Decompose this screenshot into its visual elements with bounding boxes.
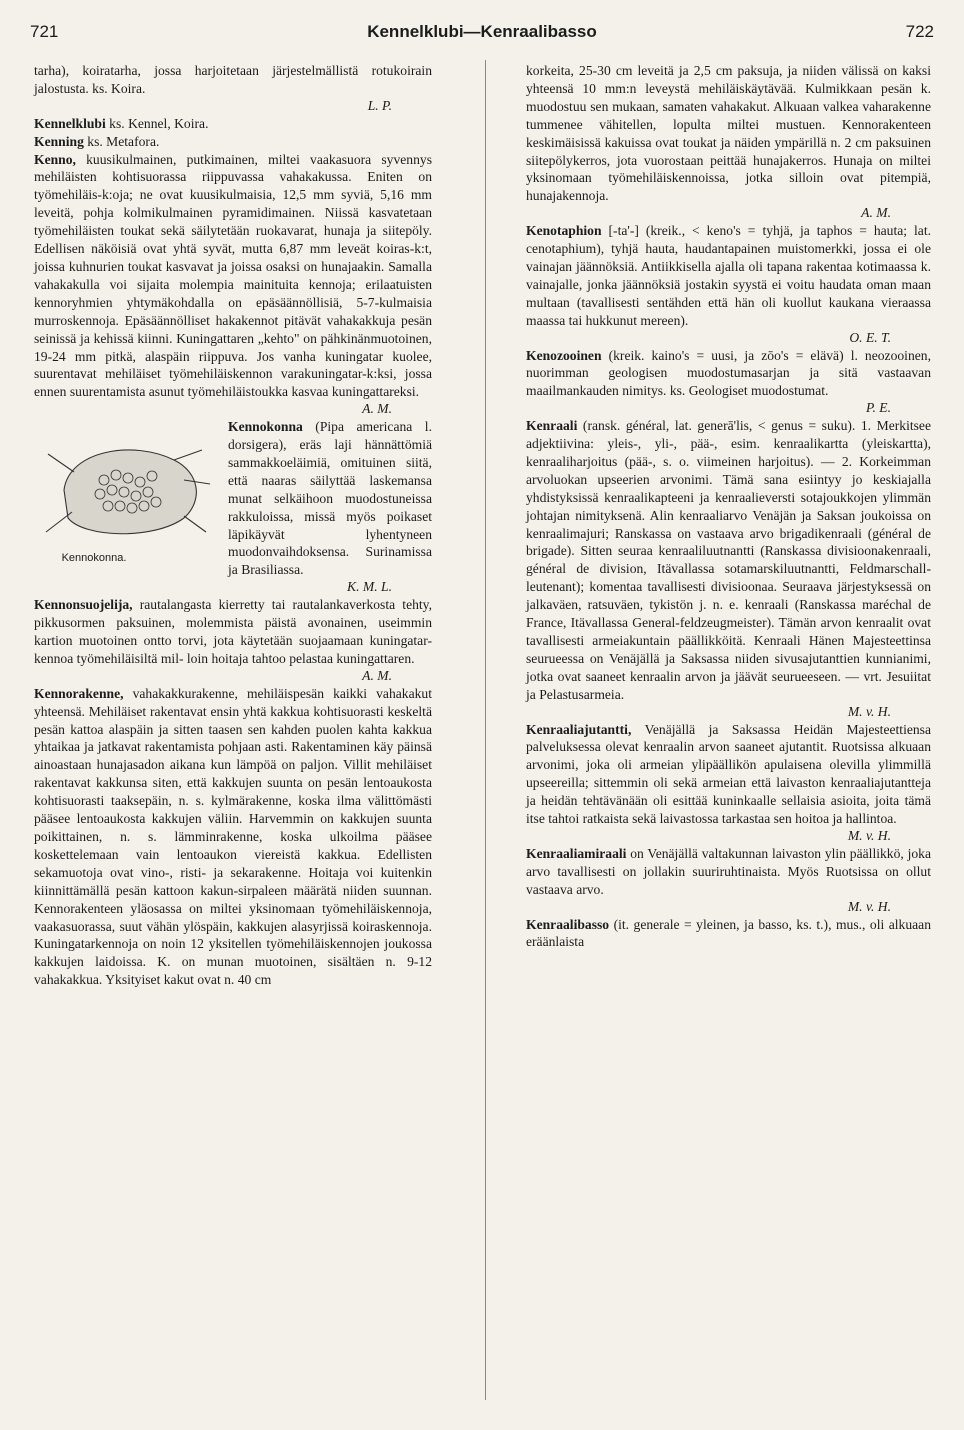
entry-kenozooinen: [526, 347, 931, 418]
entry-text: tarha), koiratarha, jossa harjoitetaan järjestelmällistä rotukoirain jalostusta. ks. Koira.: [34, 63, 432, 96]
entry-signature: A. M.: [362, 667, 392, 683]
entry-kennokonna: [34, 418, 432, 596]
entry-text: on Venäjällä valtakunnan laivaston ylin päällikkö, joka arvo tavallisesti on jollakin suuriruhtinaista. Myös Ruotsissa on ollut vastaava arvo.: [526, 845, 931, 897]
entry-text: ks. Kennel, Koira.: [105, 115, 209, 131]
entry-signature: A. M.: [861, 205, 891, 221]
entry-text: (it. generale = yleinen, ja basso, ks. t.), mus., oli alkuaan eräänlaista: [526, 916, 931, 950]
page-header: [30, 22, 934, 46]
headword: Kenraaliamiraali: [526, 845, 627, 861]
entry-signature: M. v. H.: [847, 827, 891, 843]
left-column: [34, 62, 432, 989]
entry-kenraali: [526, 417, 931, 720]
entry-signature: K. M. L.: [347, 579, 392, 595]
entry-text: rautalangasta kierretty tai rautalankaverkosta tehty, pikkusormen paksuinen, molemmista päistä avonainen, useimmin kartion muotoinen ontto torvi, jota käytetään suojaamaan kuningatar-kennoa työmehiläisiltä mil- loin hoitaja tahtoo pelastaa kuningattaren.: [34, 597, 432, 666]
entry-signature: O. E. T.: [849, 329, 891, 345]
entry-kenraaliamiraali: [526, 845, 931, 916]
entry-signature: M. v. H.: [847, 898, 891, 914]
entry-signature: L. P.: [367, 97, 392, 113]
entry-text: Venäjällä ja Saksassa Heidän Majesteettiensa palveluksessa olevat kenraalin arvon saaneet ajutantit. Ruotsissa alkuaan arvonimi, joka oli armeian ylipäällikön apulaisena olevilla ylimmillä upseereilla; sittemmin oli sekä armeian että laivaston kenraaliajutantteja ja heidän tehtävänään oli esittää kuninkaalle sellaisia asioita, joita tämä itse tahtoi ratkaista sekä laivastossa tarkastaa sen hoitoa ja hallintoa.: [526, 721, 931, 827]
headword: Kennorakenne,: [34, 685, 124, 701]
entry-text: kuusikulmainen, putkimainen, miltei vaakasuora syvennys mehiläisten kohtisuorassa riippuvassa vahakakussa. Eniten on työmehiläis-k:oja; ne ovat kuusikulmaisia, 12,5 mm syviä, 5,16 mm leveitä, pohja kolmikulmainen pyramidimainen. Niissä kasvatetaan työmehiläisten toukat sekä säilytetään ruokavarat, hunaja ja siitepöly. Edellisen näköisiä ovat yhtä syvät, mutta 6,87 mm leveät koiras-k:t, joissa kuhnurien toukat kasvavat ja joissa osaksi on hunajaakin. Samalla vahakakulla voi sijaita molempia mainituita kennoja; erilaatuisten kennoryhmien yhtymäkohdalla on epäsäännöllisiä, 5-7-kulmaisia murroskennoja. Epäsäännölliset hakakennot pitävät vahakakkuja pesän seinissä ja kehissä kiinni. Kuningattaren „kehto" on pähkinänmuotoinen, 19-24 mm pitkä, alaspäin riippuva. Jos vanha kuningatar kuolee, suurentavat mehiläiset työmehiläiskennon varakuningatar-k:ksi, jossa ennen suurentamista asunut työmehiläistoukka kasvaa kuningattareksi.: [34, 151, 432, 400]
headword: Kenozooinen: [526, 347, 602, 363]
entry-signature: M. v. H.: [847, 703, 891, 719]
entry-signature: P. E.: [865, 400, 891, 416]
column-divider: [485, 60, 486, 1400]
entry-koiratarha: [34, 62, 432, 115]
entry-text: (kreik. kaino's = uusi, ja zōo's = elävä) l. neozooinen, nuorimman geologisen muodostumasarjan ja sitä vastaavan maailmankauden nimitys. ks. Geologiset muodostumat.: [526, 347, 931, 399]
right-column: [526, 62, 931, 951]
headword: Kenning: [34, 133, 84, 149]
headword: Kennelklubi: [34, 115, 106, 131]
entry-text: korkeita, 25-30 cm leveitä ja 2,5 cm paksuja, ja niiden välissä on kaksi yhteensä 10 mm:n leveystä mehiläiskäytävää. Kulmikkaan pesän k. muodostuu sen mukaan, samaten vahakakut. Alkuaan valkea vaharakenne tummenee vähitellen, lopulta miltei mustuen. Kennorakenteen keskimäisissä kakuissa ovat toukat ja näiden ympärillä n. 2 cm paksuinen siitepölykerros, jota vuorostaan peittää hunajakerros. Hunaja on miltei yksinomaan työmehiläiskennoissa, jotka silloin ovat pitempiä, hunajakennoja.: [526, 63, 931, 204]
entry-kenraalibasso: [526, 916, 931, 952]
figure-caption: Kennokonna.: [61, 552, 127, 565]
entry-kennorakenne: [34, 685, 432, 989]
entry-kenotaphion: [526, 222, 931, 346]
headword: Kennonsuojelija,: [34, 597, 133, 613]
headword: Kenraali: [526, 418, 578, 434]
entry-kenraaliajutantti: [526, 721, 931, 845]
entry-kenno: [34, 151, 432, 419]
headword: Kenraaliajutantti,: [526, 721, 632, 737]
entry-text: (Pipa americana l. dorsigera), eräs laji hännättömiä sammakkoeläimiä, omituinen siitä, että naaras säilyttää laskemansa munat selkäihoon muodostuneissa rakkuloissa, missä myös poikaset läpikäyvät lyhentyneen muodonvaihdoksensa. Surinamissa ja Brasiliassa.: [228, 419, 432, 578]
entry-text: (ransk. général, lat. generā'lis, < genus = suku). 1. Merkitsee adjektiivina: yleis-, yli-, pää-, esim. kenraalikartta (yleiskartta), kenraaliharjoitus (pää-, s. o. viimeinen harjoitus). — 2. Korkeimman arvoluokan upseerien arvonimi. Tämä sana esiintyy jo keskiajalla yhdistyksissä kenraalikapteeni ja kenraalieversti sotajoukkojen ylimmän johtajan nimityksenä. Alin kenraaliarvo Venäjän ja Saksan joukoissa on kenraalimajuri; Ranskassa on vastaava arvo brigadikenraali (général de brigade). Sitten seuraa kenraaliluutnantti (Ranskassa divisioonakenraali, général de division, Itävallassa sotamarskiluutnantti, Feldmarschall-leutenant); komentaa tavallisesti divisioonaa. Seuraava järjestyksessä on jalkaväen, ratsuväen, tykistön j. n. e. kenraali (Ranskassa maréchal de France, Itävallassa General-feldzeugmeister). Tämän arvon kenraalit ovat tavallisesti armeiakuntain päällikköitä. Kenraali Hänen Majesteettinsa seurueessa on Venäjällä ja Saksassa niiden sivusajutanttien kunnianimi, jotka ovat saaneet kenraalin arvon ja jäävät seurueeseen. — vrt. Jesuiitat ja Pelastusarmeia.: [526, 418, 931, 702]
headword: Kenno,: [34, 151, 76, 167]
entry-kenning: [34, 133, 432, 151]
page-number-right: 722: [905, 22, 934, 41]
entry-text: vahakakkurakenne, mehiläispesän kaikki vahakakut yhteensä. Mehiläiset rakentavat ensin yhtä kakkua kohtisuorasti keskeltä pesän kattoa alaspäin ja sitten taasen sen kahden puolen kahta kakkua yhtaikaa ja jatkavat rakentamista pohjaan asti. Rakentaminen käy päinsä ainoastaan hunajasadon aikana kun lämpöä on paljon. Villit mehiläiset rakentavat kakkunsa siten, että kakkujen suunta on pesän lentoaukosta kohtisuorasti taaksepäin, n. s. kylmärakenne, koska ilma välittömästi pääsee lentoaukosta kakkujen väliin. Harvemmin on kakkujen suunta poikittainen, n. s. lämminrakenne, koska ulkoilma pääsee koskettelemaan vain lentoaukon viereistä kakkua. Edellisten sekamuotoja ovat vino-, risti- ja sekarakenne. Hoitaja voi kuitenkin kiinnittämällä pesän kattoon kakun-sirpaleen määrätä niiden suunnan. Kennorakenteen yläosassa on miltei yksinomaan työmehiläiskennoja, vaakasuorassa, suut vähän ylöspäin, kakkujen alasyrjissä koiraskennoja. Kuningatarkennoja on noin 12 yksitellen työmehiläiskennojen joukossa kakkujen laidoissa. K. on munan muotoinen, sisältäen n. 9-12 vahakakkua. Yksityiset kakut ovat n. 40 cm: [34, 685, 432, 988]
entry-kakut-jatko: [526, 62, 931, 222]
entry-text: [-ta'-] (kreik., < keno's = tyhjä, ja taphos = hauta; lat. cenotaphium), tyhjä hauta, haudantapainen muistomerkki, jossa ei ole vainajan jäännöksiä. Antiikkisella ajalla oli tapana rakentaa kotimaassa k. vainajalle, jonka jäännöksiä jostakin syystä ei voitu haudata oman maan multaan (tavallisesti sentähden että hän oli kuollut kaukana vieraassa maassa tai hukkunut mereen).: [526, 223, 931, 328]
entry-kennelklubi: [34, 115, 432, 133]
headword: Kenraalibasso: [526, 916, 610, 932]
running-title: Kennelklubi—Kenraalibasso: [367, 22, 597, 41]
page-number-left: 721: [30, 22, 59, 41]
kennokonna-figure: [34, 420, 218, 568]
entry-kennonsuojelija: [34, 596, 432, 685]
headword: Kennokonna: [228, 419, 303, 435]
headword: Kenotaphion: [526, 223, 602, 239]
entry-signature: A. M.: [362, 401, 392, 417]
entry-text: ks. Metafora.: [83, 133, 160, 149]
toad-illustration: [34, 420, 218, 552]
